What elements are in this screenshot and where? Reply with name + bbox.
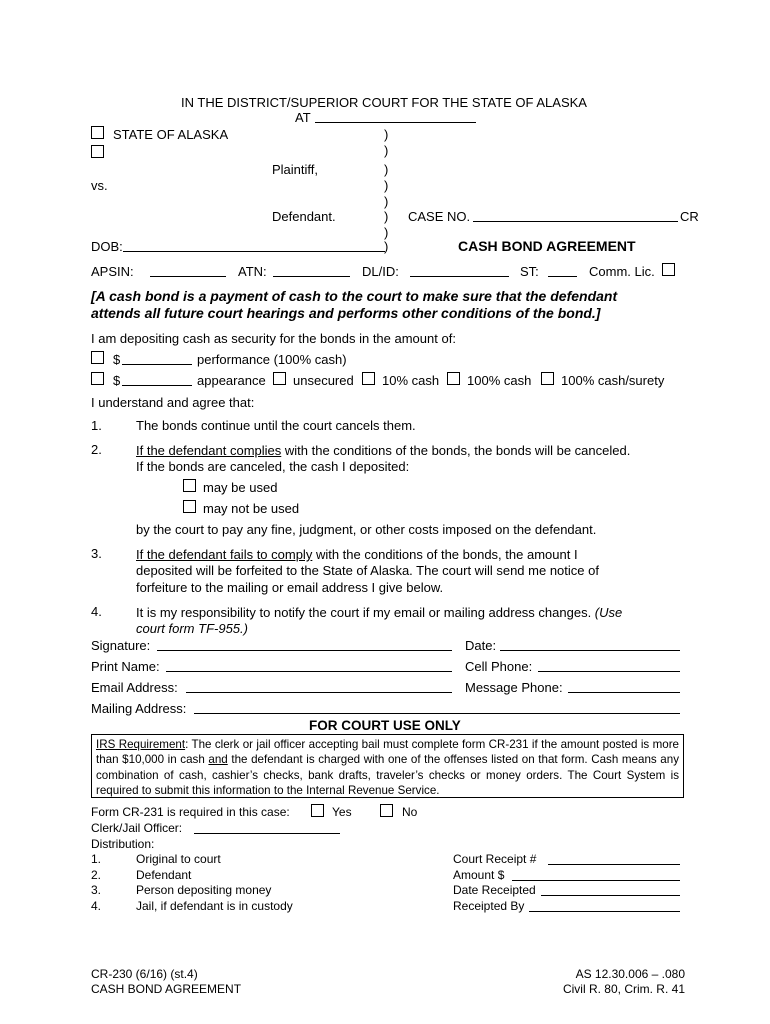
cell-phone-label: Cell Phone: (465, 659, 533, 674)
irs-text-a: : The clerk or jail officer accepting bail must complete form CR-231 if the amount posted is more than $10,000 in cash (96, 738, 679, 767)
irs-text-b: the defendant is charged with one of the offenses listed on that form. Cash means any combination of cash, cashier’s checks, bank drafts, traveler’s checks or money orders. The Court System is required to submit this information to the Internal Revenue Service. (96, 753, 679, 798)
dollar-sign: $ (113, 352, 121, 367)
caption-paren: ) (384, 178, 389, 193)
at-location-field[interactable] (315, 122, 476, 123)
hundred-percent-surety-label: 100% cash/surety (561, 373, 665, 388)
amount-field[interactable] (512, 880, 680, 881)
caption-paren: ) (384, 225, 389, 240)
dob-field[interactable] (123, 251, 385, 252)
ten-percent-cash-checkbox[interactable] (362, 372, 375, 385)
item-number: 3. (91, 546, 102, 561)
plaintiff-label: Plaintiff, (272, 162, 319, 177)
atn-label: ATN: (238, 264, 267, 279)
state-of-alaska-label: STATE OF ALASKA (113, 127, 229, 142)
may-be-used-checkbox[interactable] (183, 479, 196, 492)
case-no-label: CASE NO. (408, 209, 471, 224)
footer-rules: Civil R. 80, Crim. R. 41 (562, 982, 685, 996)
apsin-field[interactable] (150, 276, 226, 277)
receipted-by-label: Receipted By (453, 899, 525, 913)
irs-label: IRS Requirement (96, 738, 186, 751)
deposit-statement: I am depositing cash as security for the bonds in the amount of: (91, 331, 456, 346)
cr231-yes-checkbox[interactable] (311, 804, 324, 817)
cr-label: CR (680, 209, 699, 224)
item-3-line-3: forfeiture to the mailing or email address I give below. (136, 580, 444, 595)
performance-amount-field[interactable] (122, 364, 192, 365)
defendant-label: Defendant. (272, 209, 336, 224)
item-4-line-1 (136, 604, 622, 621)
date-field[interactable] (500, 650, 680, 651)
performance-checkbox[interactable] (91, 351, 104, 364)
item-3-underlined: If the defendant fails to comply (136, 547, 313, 562)
distribution-number: 3. (91, 883, 102, 897)
distribution-item: Person depositing money (136, 883, 272, 897)
hundred-percent-surety-checkbox[interactable] (541, 372, 554, 385)
amount-label: Amount $ (453, 868, 505, 882)
unsecured-label: unsecured (293, 373, 354, 388)
receipted-by-field[interactable] (529, 911, 680, 912)
caption-paren: ) (384, 209, 389, 224)
caption-paren: ) (384, 127, 389, 142)
email-field[interactable] (186, 692, 452, 693)
mailing-address-label: Mailing Address: (91, 701, 187, 716)
date-label: Date: (465, 638, 497, 653)
may-not-be-used-checkbox[interactable] (183, 500, 196, 513)
distribution-item: Jail, if defendant is in custody (136, 899, 293, 913)
distribution-number: 2. (91, 868, 102, 882)
performance-label: performance (100% cash) (197, 352, 347, 367)
item-4-italic: (Use (594, 605, 623, 620)
item-3-line-1 (136, 546, 578, 563)
cr231-no-label: No (402, 805, 418, 819)
item-number: 2. (91, 442, 102, 457)
court-use-title: FOR COURT USE ONLY (309, 718, 461, 733)
item-1-text: The bonds continue until the court cancels them. (136, 418, 416, 433)
mailing-address-field[interactable] (194, 713, 680, 714)
other-plaintiff-checkbox[interactable] (91, 145, 104, 158)
vs-label: vs. (91, 178, 108, 193)
distribution-item: Original to court (136, 852, 221, 866)
clerk-field[interactable] (194, 833, 340, 834)
dl-id-field[interactable] (410, 276, 509, 277)
st-label: ST: (520, 264, 539, 279)
print-name-field[interactable] (166, 671, 452, 672)
item-2-line-2: If the bonds are canceled, the cash I deposited: (136, 459, 410, 474)
item-3-rest: with the conditions of the bonds, the amount I (312, 547, 578, 562)
appearance-checkbox[interactable] (91, 372, 104, 385)
item-2-rest: with the conditions of the bonds, the bonds will be canceled. (281, 443, 631, 458)
court-receipt-label: Court Receipt # (453, 852, 537, 866)
caption-paren: ) (384, 239, 389, 254)
distribution-item: Defendant (136, 868, 192, 882)
hundred-percent-cash-checkbox[interactable] (447, 372, 460, 385)
case-no-field[interactable] (473, 221, 678, 222)
appearance-label: appearance (197, 373, 266, 388)
irs-requirement-box (91, 734, 684, 798)
dollar-sign: $ (113, 373, 121, 388)
signature-label: Signature: (91, 638, 151, 653)
message-phone-label: Message Phone: (465, 680, 563, 695)
date-receipted-label: Date Receipted (453, 883, 536, 897)
caption-paren: ) (384, 194, 389, 209)
ten-percent-cash-label: 10% cash (382, 373, 440, 388)
distribution-number: 1. (91, 852, 102, 866)
court-title: IN THE DISTRICT/SUPERIOR COURT FOR THE STATE OF ALASKA (181, 95, 587, 110)
date-receipted-field[interactable] (541, 895, 680, 896)
st-field[interactable] (548, 276, 577, 277)
unsecured-checkbox[interactable] (273, 372, 286, 385)
email-label: Email Address: (91, 680, 178, 695)
caption-paren: ) (384, 162, 389, 177)
item-2-underlined: If the defendant complies (136, 443, 282, 458)
cell-phone-field[interactable] (538, 671, 680, 672)
court-receipt-field[interactable] (548, 864, 680, 865)
footer-form-name: CASH BOND AGREEMENT (91, 982, 242, 996)
atn-field[interactable] (273, 276, 350, 277)
item-2-line-1 (136, 442, 630, 459)
item-3-line-2: deposited will be forfeited to the State of Alaska. The court will send me notice of (136, 563, 599, 578)
clerk-label: Clerk/Jail Officer: (91, 821, 183, 835)
comm-lic-label: Comm. Lic. (589, 264, 655, 279)
cr231-label: Form CR-231 is required in this case: (91, 805, 290, 819)
irs-and: and (208, 753, 228, 767)
distribution-number: 4. (91, 899, 102, 913)
cr231-yes-label: Yes (332, 805, 352, 819)
item-2-line-3: by the court to pay any fine, judgment, or other costs imposed on the defendant. (136, 522, 597, 537)
comm-lic-checkbox[interactable] (662, 263, 675, 276)
appearance-amount-field[interactable] (122, 385, 192, 386)
caption-paren: ) (384, 143, 389, 158)
print-name-label: Print Name: (91, 659, 160, 674)
apsin-label: APSIN: (91, 264, 134, 279)
form-title: CASH BOND AGREEMENT (458, 238, 636, 254)
distribution-label: Distribution: (91, 837, 155, 851)
hundred-percent-cash-label: 100% cash (467, 373, 532, 388)
cr231-no-checkbox[interactable] (380, 804, 393, 817)
state-of-alaska-checkbox[interactable] (91, 126, 104, 139)
item-4-text: It is my responsibility to notify the court if my email or mailing address changes. (136, 605, 595, 620)
footer-form-number: CR-230 (6/16) (st.4) (91, 967, 198, 981)
dl-id-label: DL/ID: (362, 264, 399, 279)
item-number: 4. (91, 604, 102, 619)
intro-line-1: [A cash bond is a payment of cash to the court to make sure that the defendant (91, 288, 618, 304)
item-number: 1. (91, 418, 102, 433)
signature-field[interactable] (157, 650, 452, 651)
agree-statement: I understand and agree that: (91, 395, 255, 410)
intro-line-2: attends all future court hearings and performs other conditions of the bond.] (91, 305, 601, 321)
item-4-line-2: court form TF-955.) (136, 621, 248, 636)
may-be-used-label: may be used (203, 480, 278, 495)
at-label: AT (295, 110, 311, 125)
footer-statute: AS 12.30.006 – .080 (575, 967, 685, 981)
dob-label: DOB: (91, 239, 123, 254)
message-phone-field[interactable] (568, 692, 680, 693)
may-not-be-used-label: may not be used (203, 501, 300, 516)
